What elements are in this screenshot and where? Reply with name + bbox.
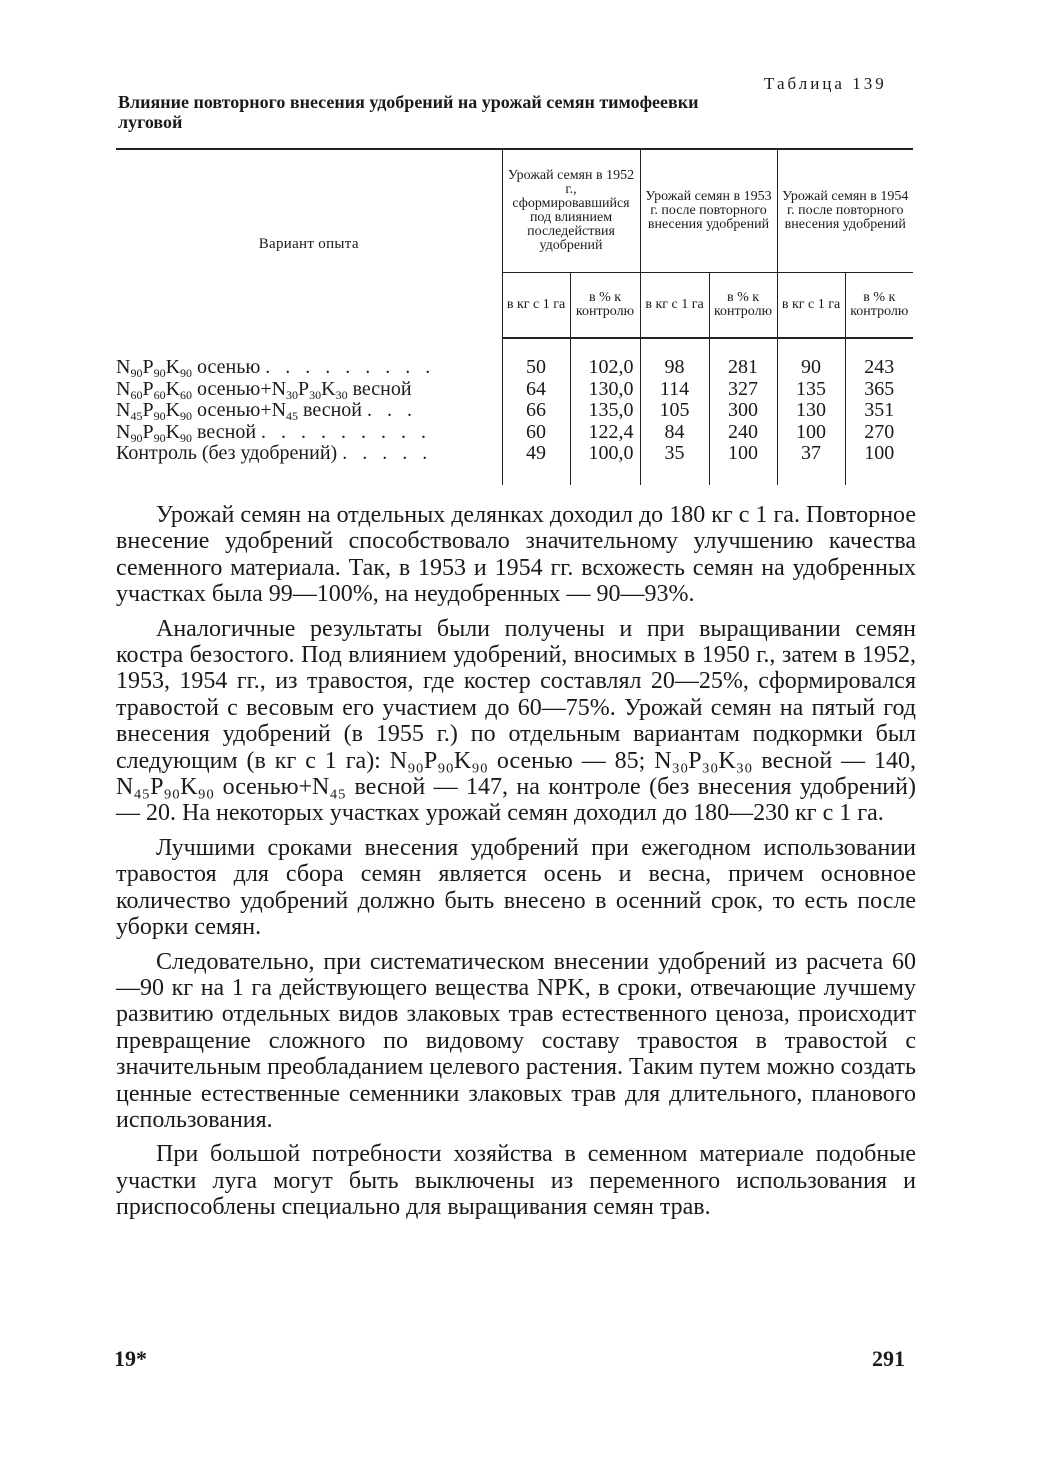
pct-value-cell: 365 <box>845 379 913 401</box>
pct-value-cell: 100 <box>709 443 777 485</box>
kg-value-cell: 37 <box>777 443 845 485</box>
variant-cell: $N_{45}P_{90}K_{90}$ $осенью+N_{45}$ весной . . . <box>116 399 417 423</box>
variant-cell: Контроль (без удобрений) . . . . . <box>116 442 433 464</box>
kg-value-cell: 84 <box>640 422 709 444</box>
kg-value-cell: 100 <box>777 422 845 444</box>
pct-value-cell: 122,4 <box>570 422 640 444</box>
body-paragraph: Лучшими сроками внесения удобрений при ежегодном использовании травостоя для сбора семян является осень и весна, причем основное количество удобрений должно быть внесено в осенний срок, то есть после уборки семян. <box>116 834 916 941</box>
page-number: 291 <box>872 1346 905 1371</box>
pct-value-cell: 102,0 <box>570 338 640 379</box>
pct-value-cell: 243 <box>845 338 913 379</box>
kg-value-cell: 60 <box>502 422 570 444</box>
yield-table <box>116 148 913 485</box>
variant-column-header: Вариант опыта <box>116 149 502 338</box>
pct-value-cell: 100,0 <box>570 443 640 485</box>
kg-value-cell: 35 <box>640 443 709 485</box>
pct-value-cell: 130,0 <box>570 379 640 401</box>
body-text <box>116 502 916 1229</box>
body-paragraph: Аналогичные результаты были получены и при выращивании семян костра безостого. Под влиянием удобрений, вносимых в 1950 г., затем в 1952, 1953, 1954 гг., из травостоя, где костер составлял 20—25%, сформировался травостой с весовым его участием до 60—75%. Урожай семян на пятый год внесения удобрений (в 1955 г.) по отдельным вариантам подкормки был следующим (в кг с 1 га): N₉₀P₉₀K₉₀ осенью — 85; N₃₀P₃₀K₃₀ весной — 140, N₄₅P₉₀K₉₀ осенью+N₄₅ весной — 147, на контроле (без внесения удобрений) — 20. На некоторых участках урожай семян доходил до 180—230 кг с 1 га. <box>116 615 916 827</box>
pct-value-cell: 327 <box>709 379 777 401</box>
variant-cell: $N_{60}P_{60}K_{60}$ $осенью+N_{30}P_{30}K_{30}$ весной <box>116 377 412 402</box>
table-number-label: Таблица 139 <box>764 74 887 93</box>
kg-value-cell: 130 <box>777 400 845 422</box>
pct-value-cell: 281 <box>709 338 777 379</box>
kg-value-cell: 64 <box>502 379 570 401</box>
variant-cell: $N_{90}P_{90}K_{90}$ осенью . . . . . . . . . <box>116 355 436 380</box>
kg-value-cell: 50 <box>502 338 570 379</box>
table-row <box>116 400 913 422</box>
pct-of-control-header: в % к контролю <box>709 273 777 339</box>
pct-value-cell: 270 <box>845 422 913 444</box>
year-1953-header: Урожай семян в 1953 г. после повторного внесения удобрений <box>640 149 777 273</box>
kg-value-cell: 105 <box>640 400 709 422</box>
pct-value-cell: 351 <box>845 400 913 422</box>
kg-per-ha-header: в кг с 1 га <box>777 273 845 339</box>
pct-of-control-header: в % к контролю <box>845 273 913 339</box>
kg-per-ha-header: в кг с 1 га <box>640 273 709 339</box>
variant-cell: $N_{90}P_{90}K_{90}$ весной . . . . . . . . . <box>116 420 432 445</box>
year-1952-header: Урожай семян в 1952 г., сформировавшийся под влиянием последействия удобрений <box>502 149 640 273</box>
pct-of-control-header: в % к контролю <box>570 273 640 339</box>
table-row <box>116 422 913 444</box>
kg-per-ha-header: в кг с 1 га <box>502 273 570 339</box>
kg-value-cell: 90 <box>777 338 845 379</box>
kg-value-cell: 49 <box>502 443 570 485</box>
table-title: Влияние повторного внесения удобрений на урожай семян тимофеевки луговой <box>118 92 699 132</box>
kg-value-cell: 114 <box>640 379 709 401</box>
pct-value-cell: 135,0 <box>570 400 640 422</box>
signature-mark: 19* <box>114 1346 147 1371</box>
year-1954-header: Урожай семян в 1954 г. после повторного внесения удобрений <box>777 149 913 273</box>
table-row <box>116 379 913 401</box>
pct-value-cell: 300 <box>709 400 777 422</box>
table-row <box>116 443 913 485</box>
body-paragraph: Следовательно, при систематическом внесении удобрений из расчета 60—90 кг на 1 га действующего вещества NPK, в сроки, отвечающие лучшему развитию отдельных видов злаковых трав естественного ценоза, происходит превращение сложного по видовому составу травостоя в травостой с значительным преобладанием целевого растения. Таким путем можно создать ценные естественные семенники злаковых трав для длительного, планового использования. <box>116 948 916 1133</box>
body-paragraph: При большой потребности хозяйства в семенном материале подобные участки луга могут быть выключены из переменного использования и приспособлены специально для выращивания семян трав. <box>116 1141 916 1221</box>
kg-value-cell: 135 <box>777 379 845 401</box>
table-body <box>116 338 913 485</box>
kg-value-cell: 98 <box>640 338 709 379</box>
pct-value-cell: 100 <box>845 443 913 485</box>
pct-value-cell: 240 <box>709 422 777 444</box>
body-paragraph: Урожай семян на отдельных делянках доходил до 180 кг с 1 га. Повторное внесение удобрений способствовало значительному улучшению качества семенного материала. Так, в 1953 и 1954 гг. всхожесть семян на удобренных участках была 99—100%, на неудобренных — 90—93%. <box>116 502 916 608</box>
kg-value-cell: 66 <box>502 400 570 422</box>
table-row <box>116 338 913 379</box>
